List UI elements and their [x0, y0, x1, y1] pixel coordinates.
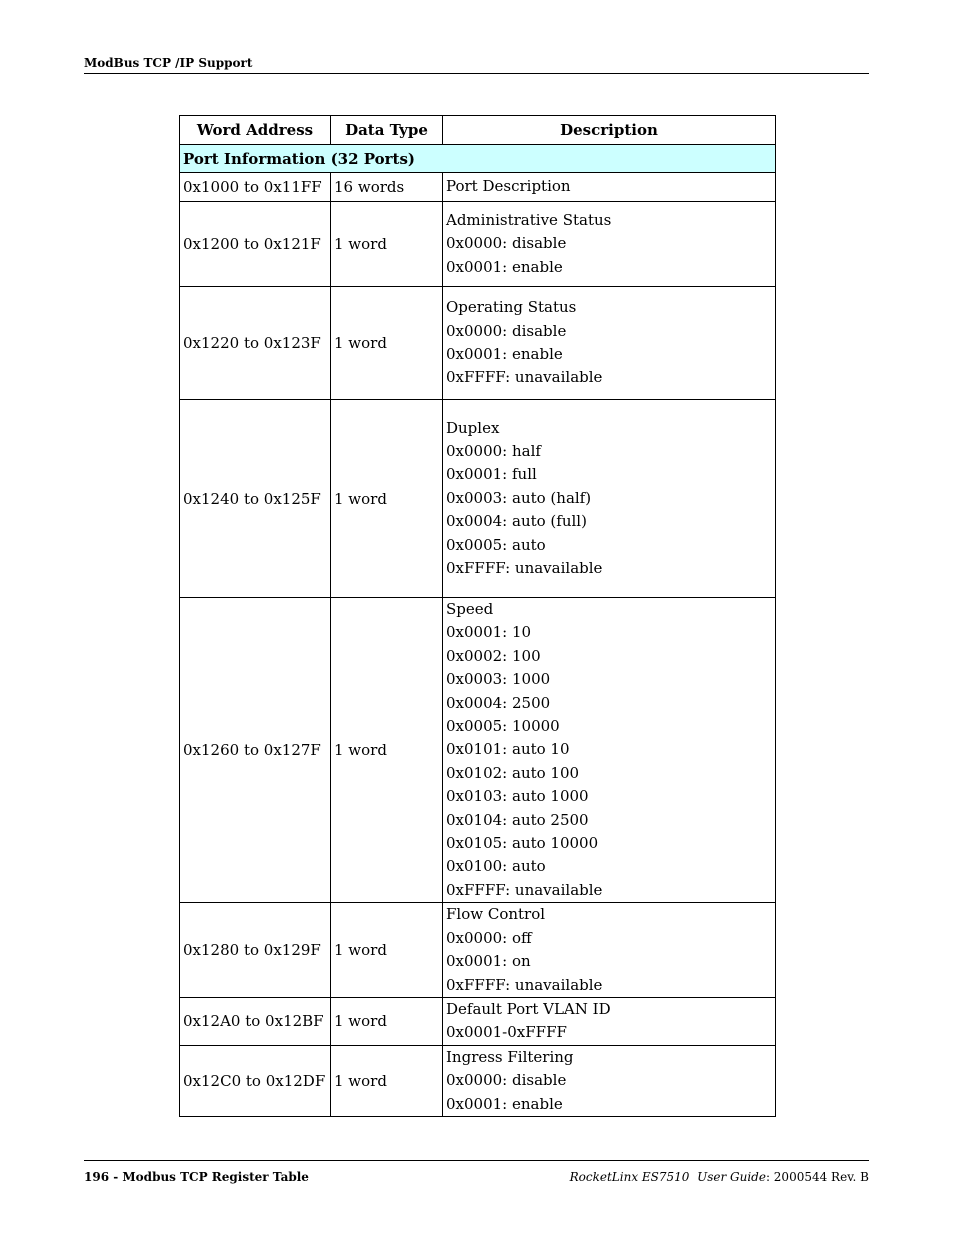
description-cell — [443, 903, 776, 998]
table-row — [180, 997, 776, 1045]
description-line: 0x0001: 10 — [446, 623, 532, 642]
footer-guide-label: User Guide — [697, 1170, 766, 1184]
table-row — [180, 287, 776, 400]
description-cell — [443, 1045, 776, 1116]
description-line: 0xFFFF: unavailable — [446, 368, 603, 387]
description-line: Administrative Status — [446, 210, 612, 229]
description-line: 0x0003: 1000 — [446, 670, 551, 689]
description-line: 0x0000: disable — [446, 321, 567, 340]
footer-rule — [84, 1160, 869, 1161]
word-address-cell: 0x12A0 to 0x12BF — [180, 997, 331, 1045]
word-address-cell: 0x1220 to 0x123F — [180, 287, 331, 400]
section-title: Port Information (32 Ports) — [180, 145, 776, 173]
register-table — [179, 115, 776, 1117]
description-line: Port Description — [446, 177, 571, 196]
description-line: 0x0001-0xFFFF — [446, 1023, 567, 1042]
description-line: 0x0004: auto (full) — [446, 512, 587, 531]
description-line: 0x0002: 100 — [446, 646, 541, 665]
description-cell — [443, 202, 776, 287]
data-type-cell: 1 word — [331, 202, 443, 287]
description-line: 0x0004: 2500 — [446, 693, 551, 712]
description-line: 0x0003: auto (half) — [446, 488, 592, 507]
description-line: 0x0105: auto 10000 — [446, 834, 599, 853]
description-line: 0xFFFF: unavailable — [446, 880, 603, 899]
description-line: 0x0000: off — [446, 928, 532, 947]
word-address-cell: 0x1260 to 0x127F — [180, 598, 331, 903]
data-type-cell: 1 word — [331, 598, 443, 903]
description-line: 0x0001: enable — [446, 345, 563, 363]
table-row — [180, 202, 776, 287]
description-cell — [443, 173, 776, 202]
word-address-cell: 0x1280 to 0x129F — [180, 903, 331, 998]
table-row — [180, 903, 776, 998]
table-row — [180, 598, 776, 903]
description-line: 0x0000: disable — [446, 234, 567, 253]
description-line: Speed — [446, 600, 494, 618]
description-line: 0x0101: auto 10 — [446, 740, 570, 759]
description-line: Flow Control — [446, 905, 546, 924]
description-line: 0x0104: auto 2500 — [446, 810, 589, 829]
word-address-cell: 0x1000 to 0x11FF — [180, 173, 331, 202]
description-line: 0xFFFF: unavailable — [446, 559, 603, 578]
data-type-cell: 1 word — [331, 400, 443, 598]
description-line: 0x0000: disable — [446, 1071, 567, 1090]
running-header: ModBus TCP /IP Support — [84, 56, 253, 70]
description-line: 0x0001: full — [446, 465, 537, 484]
description-line: Operating Status — [446, 298, 577, 317]
description-line: Duplex — [446, 418, 500, 437]
word-address-cell: 0x1200 to 0x121F — [180, 202, 331, 287]
description-line: 0x0005: 10000 — [446, 717, 560, 736]
word-address-cell: 0x12C0 to 0x12DF — [180, 1045, 331, 1116]
table-row — [180, 173, 776, 202]
description-line: Ingress Filtering — [446, 1047, 574, 1066]
footer-doc-info — [570, 1170, 869, 1184]
table-row — [180, 1045, 776, 1116]
table-header-row — [180, 116, 776, 145]
column-header-data-type: Data Type — [331, 116, 443, 145]
description-cell — [443, 287, 776, 400]
description-line: Default Port VLAN ID — [446, 999, 611, 1018]
description-line: 0x0000: half — [446, 441, 541, 460]
description-line: 0xFFFF: unavailable — [446, 975, 603, 994]
description-line: 0x0103: auto 1000 — [446, 787, 589, 806]
data-type-cell: 1 word — [331, 1045, 443, 1116]
description-cell — [443, 400, 776, 598]
description-cell — [443, 997, 776, 1045]
description-line: 0x0001: enable — [446, 1094, 563, 1113]
header-rule — [84, 73, 869, 74]
data-type-cell: 1 word — [331, 903, 443, 998]
section-row — [180, 145, 776, 173]
data-type-cell: 1 word — [331, 287, 443, 400]
column-header-word-address: Word Address — [180, 116, 331, 145]
footer-product-name: RocketLinx ES7510 — [569, 1170, 690, 1184]
table-row — [180, 400, 776, 598]
data-type-cell: 1 word — [331, 997, 443, 1045]
description-line: 0x0102: auto 100 — [446, 763, 580, 782]
description-line: 0x0001: on — [446, 952, 531, 971]
description-cell — [443, 598, 776, 903]
footer-doc-number: : 2000544 Rev. B — [765, 1170, 869, 1184]
description-line: 0x0001: enable — [446, 257, 563, 276]
word-address-cell: 0x1240 to 0x125F — [180, 400, 331, 598]
description-line: 0x0100: auto — [446, 857, 546, 876]
data-type-cell: 16 words — [331, 173, 443, 202]
column-header-description: Description — [443, 116, 776, 145]
description-line: 0x0005: auto — [446, 535, 546, 554]
footer-page-label: 196 - Modbus TCP Register Table — [84, 1170, 309, 1184]
